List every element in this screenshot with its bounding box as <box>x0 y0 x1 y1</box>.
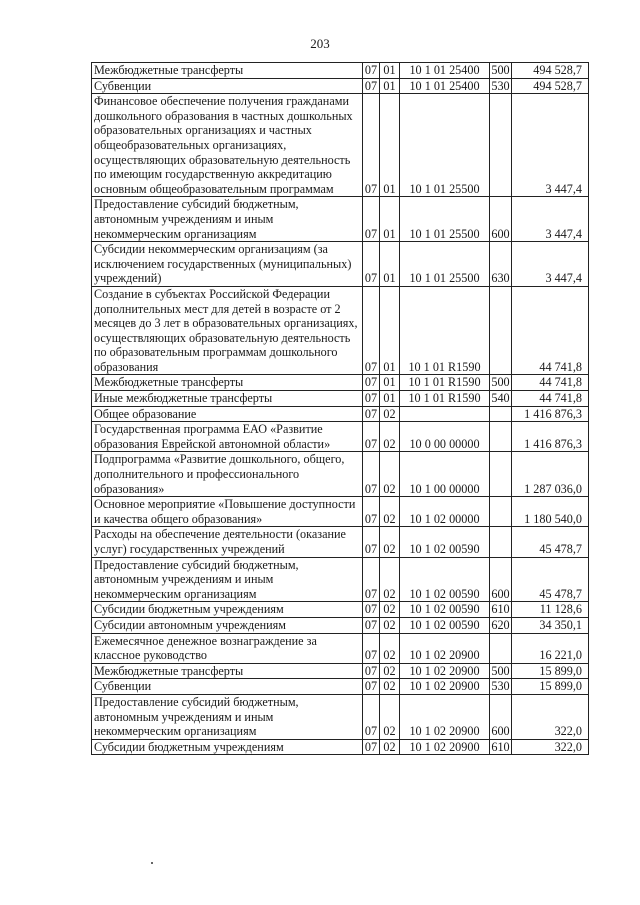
target-article-code: 10 1 02 20900 <box>400 694 490 739</box>
target-article-code: 10 1 01 25500 <box>400 94 490 197</box>
section-code: 07 <box>363 286 380 375</box>
subsection-code: 01 <box>380 197 400 242</box>
amount: 494 528,7 <box>512 78 589 94</box>
expense-type-code: 530 <box>491 78 510 93</box>
expense-type-code <box>490 94 512 197</box>
row-name: Субвенции <box>92 679 363 695</box>
amount: 3 447,4 <box>512 197 589 242</box>
row-name: Субсидии бюджетным учреждениям <box>92 602 363 618</box>
row-name: Субсидии автономным учреждениям <box>92 617 363 633</box>
expense-type-code: 600 <box>490 694 512 739</box>
expense-type-code: 600 <box>490 557 512 602</box>
row-name: Субвенции <box>92 78 363 94</box>
target-article-code: 10 1 01 25400 <box>400 63 490 79</box>
amount: 44 741,8 <box>512 286 589 375</box>
target-article-code: 10 1 02 00000 <box>400 497 490 527</box>
table-row <box>92 452 589 497</box>
subsection-code: 02 <box>380 679 400 695</box>
expense-type-code <box>490 633 512 663</box>
amount: 44 741,8 <box>512 375 589 391</box>
table-row <box>92 497 589 527</box>
section-code: 07 <box>363 602 380 618</box>
row-name: Предоставление субсидий бюджетным, автономным учреждениям и иным некоммерческим организациям <box>92 694 363 739</box>
target-article-code: 10 0 00 00000 <box>400 422 490 452</box>
row-name: Межбюджетные трансферты <box>92 63 363 79</box>
amount: 15 899,0 <box>512 679 589 695</box>
expense-type-code <box>490 497 512 527</box>
subsection-code: 02 <box>380 527 400 557</box>
amount: 322,0 <box>512 694 589 739</box>
section-code: 07 <box>363 452 380 497</box>
row-name: Межбюджетные трансферты <box>92 663 363 679</box>
table-row <box>92 633 589 663</box>
target-article-code: 10 1 02 20900 <box>400 739 490 755</box>
target-article-code: 10 1 01 R1590 <box>400 286 490 375</box>
expense-type-code: 540 <box>491 391 510 406</box>
expense-type-code <box>490 406 512 422</box>
expense-type-code <box>490 452 512 497</box>
section-code: 07 <box>363 497 380 527</box>
target-article-code: 10 1 01 R1590 <box>400 375 490 391</box>
expense-type-code: 530 <box>491 679 510 694</box>
subsection-code: 02 <box>380 739 400 755</box>
table-row <box>92 375 589 391</box>
table-row <box>92 197 589 242</box>
subsection-code: 02 <box>380 497 400 527</box>
table-row <box>92 694 589 739</box>
target-article-code: 10 1 02 00590 <box>400 602 490 618</box>
section-code: 07 <box>363 63 380 79</box>
amount: 1 180 540,0 <box>512 497 589 527</box>
expense-type-code: 630 <box>490 242 512 287</box>
subsection-code: 01 <box>380 242 400 287</box>
section-code: 07 <box>363 406 380 422</box>
row-name: Создание в субъектах Российской Федерации дополнительных мест для детей в возрасте от 2 месяцев до 3 лет в образовательных организациях, осуществляющих образовательную деятельность по образовательным программам дошкольного образования <box>92 286 363 375</box>
row-name: Подпрограмма «Развитие дошкольного, общего, дополнительного и профессионального образования» <box>92 452 363 497</box>
row-name: Ежемесячное денежное вознаграждение за классное руководство <box>92 633 363 663</box>
subsection-code: 02 <box>380 633 400 663</box>
expense-type-code: 500 <box>491 63 510 77</box>
row-name: Общее образование <box>92 406 363 422</box>
section-code: 07 <box>363 242 380 287</box>
table-row <box>92 94 589 197</box>
amount: 3 447,4 <box>512 94 589 197</box>
amount: 11 128,6 <box>512 602 589 618</box>
row-name: Межбюджетные трансферты <box>92 375 363 391</box>
scan-speck <box>151 862 153 864</box>
subsection-code: 01 <box>380 391 400 407</box>
target-article-code: 10 1 02 00590 <box>400 557 490 602</box>
page-number: 203 <box>310 36 330 51</box>
budget-table-body <box>92 63 589 755</box>
table-row <box>92 617 589 633</box>
subsection-code: 02 <box>380 617 400 633</box>
expense-type-code <box>490 422 512 452</box>
table-row <box>92 242 589 287</box>
row-name: Субсидии некоммерческим организациям (за исключением государственных (муниципальных) учреждений) <box>92 242 363 287</box>
table-row <box>92 739 589 755</box>
section-code: 07 <box>363 78 380 94</box>
amount: 45 478,7 <box>512 557 589 602</box>
expense-type-code: 500 <box>491 663 510 678</box>
target-article-code: 10 1 02 20900 <box>400 679 490 695</box>
target-article-code <box>400 406 490 422</box>
table-row <box>92 391 589 407</box>
target-article-code: 10 1 01 25500 <box>400 242 490 287</box>
expense-type-code: 610 <box>491 602 510 617</box>
row-name: Предоставление субсидий бюджетным, автономным учреждениям и иным некоммерческим организациям <box>92 197 363 242</box>
subsection-code: 02 <box>380 663 400 679</box>
subsection-code: 01 <box>380 286 400 375</box>
budget-table <box>91 62 589 755</box>
amount: 15 899,0 <box>512 663 589 679</box>
section-code: 07 <box>363 633 380 663</box>
section-code: 07 <box>363 617 380 633</box>
subsection-code: 02 <box>380 557 400 602</box>
table-row <box>92 557 589 602</box>
subsection-code: 01 <box>380 94 400 197</box>
table-row <box>92 527 589 557</box>
row-name: Иные межбюджетные трансферты <box>92 391 363 407</box>
target-article-code: 10 1 00 00000 <box>400 452 490 497</box>
amount: 44 741,8 <box>512 391 589 407</box>
row-name: Субсидии бюджетным учреждениям <box>92 739 363 755</box>
target-article-code: 10 1 01 25500 <box>400 197 490 242</box>
section-code: 07 <box>363 391 380 407</box>
amount: 1 416 876,3 <box>512 422 589 452</box>
subsection-code: 01 <box>380 63 400 79</box>
expense-type-code: 500 <box>491 375 510 390</box>
table-row <box>92 63 589 79</box>
section-code: 07 <box>363 557 380 602</box>
amount: 1 416 876,3 <box>512 406 589 422</box>
target-article-code: 10 1 02 00590 <box>400 527 490 557</box>
target-article-code: 10 1 01 R1590 <box>400 391 490 407</box>
amount: 16 221,0 <box>512 633 589 663</box>
table-row <box>92 406 589 422</box>
amount: 34 350,1 <box>512 617 589 633</box>
table-row <box>92 663 589 679</box>
expense-type-code <box>490 286 512 375</box>
section-code: 07 <box>363 422 380 452</box>
row-name: Основное мероприятие «Повышение доступности и качества общего образования» <box>92 497 363 527</box>
subsection-code: 01 <box>380 78 400 94</box>
table-row <box>92 602 589 618</box>
section-code: 07 <box>363 663 380 679</box>
section-code: 07 <box>363 94 380 197</box>
subsection-code: 01 <box>380 375 400 391</box>
amount: 45 478,7 <box>512 527 589 557</box>
amount: 322,0 <box>512 739 589 755</box>
table-row <box>92 679 589 695</box>
section-code: 07 <box>363 679 380 695</box>
row-name: Предоставление субсидий бюджетным, автономным учреждениям и иным некоммерческим организациям <box>92 557 363 602</box>
expense-type-code: 600 <box>490 197 512 242</box>
section-code: 07 <box>363 694 380 739</box>
table-row <box>92 422 589 452</box>
target-article-code: 10 1 02 20900 <box>400 633 490 663</box>
table-row <box>92 78 589 94</box>
target-article-code: 10 1 01 25400 <box>400 78 490 94</box>
subsection-code: 02 <box>380 452 400 497</box>
section-code: 07 <box>363 197 380 242</box>
subsection-code: 02 <box>380 406 400 422</box>
subsection-code: 02 <box>380 602 400 618</box>
row-name: Расходы на обеспечение деятельности (оказание услуг) государственных учреждений <box>92 527 363 557</box>
table-row <box>92 286 589 375</box>
target-article-code: 10 1 02 00590 <box>400 617 490 633</box>
section-code: 07 <box>363 527 380 557</box>
target-article-code: 10 1 02 20900 <box>400 663 490 679</box>
row-name: Финансовое обеспечение получения гражданами дошкольного образования в частных дошкольных образовательных организациях и частных общеобразовательных организациях, осуществляющих образовательную деятельность по имеющим государственную аккредитацию основным общеобразовательным программам <box>92 94 363 197</box>
expense-type-code: 620 <box>491 617 510 632</box>
row-name: Государственная программа ЕАО «Развитие образования Еврейской автономной области» <box>92 422 363 452</box>
amount: 494 528,7 <box>512 63 589 79</box>
section-code: 07 <box>363 739 380 755</box>
subsection-code: 02 <box>380 422 400 452</box>
subsection-code: 02 <box>380 694 400 739</box>
expense-type-code: 610 <box>491 739 510 754</box>
section-code: 07 <box>363 375 380 391</box>
expense-type-code <box>490 527 512 557</box>
amount: 3 447,4 <box>512 242 589 287</box>
amount: 1 287 036,0 <box>512 452 589 497</box>
